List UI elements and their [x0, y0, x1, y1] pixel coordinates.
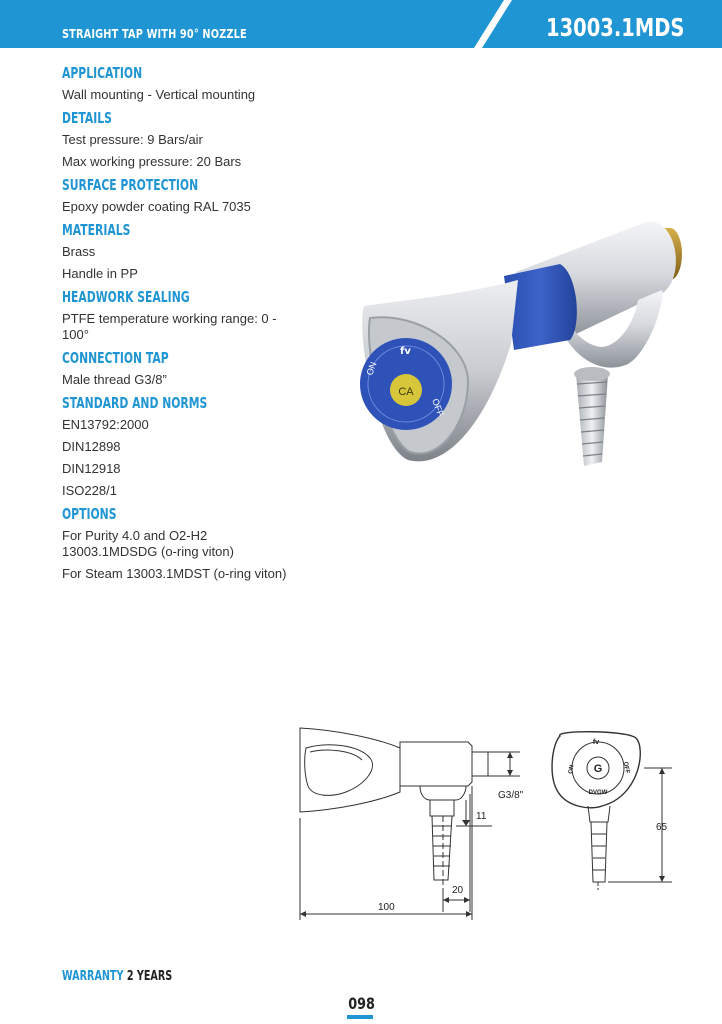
- spec-section: [62, 176, 302, 215]
- dim-100: 100: [378, 902, 395, 913]
- product-image: [346, 214, 686, 476]
- warranty-note: [62, 969, 172, 984]
- section-line: DIN12898: [62, 439, 121, 454]
- spec-list: [62, 64, 302, 588]
- spec-section: [62, 505, 302, 582]
- product-title: STRAIGHT TAP WITH 90° NOZZLE: [62, 26, 247, 41]
- header-bar: [0, 0, 722, 48]
- front-gas-label: DVGW: [588, 790, 608, 796]
- section-title: SURFACE PROTECTION: [62, 176, 199, 194]
- section-line: DIN12918: [62, 461, 121, 476]
- brand-mark: fv: [400, 346, 411, 357]
- page-number: 098: [348, 994, 375, 1013]
- section-line: Max working pressure: 20 Bars: [62, 154, 242, 169]
- spec-section: [62, 109, 302, 170]
- warranty-value: 2 YEARS: [126, 969, 173, 984]
- technical-drawing: [296, 722, 676, 928]
- section-line: Wall mounting - Vertical mounting: [62, 87, 256, 102]
- section-title: STANDARD AND NORMS: [62, 394, 208, 412]
- spec-section: [62, 64, 302, 103]
- product-code: 13003.1MDS: [546, 13, 685, 42]
- front-brand: fv: [592, 739, 600, 746]
- section-title: CONNECTION TAP: [62, 349, 169, 367]
- spec-section: [62, 221, 302, 282]
- warranty-label: WARRANTY: [62, 969, 124, 984]
- off-label: OFF: [430, 397, 446, 418]
- section-line: Male thread G3/8”: [62, 372, 167, 387]
- page-number-underline: [347, 1015, 373, 1019]
- section-title: DETAILS: [62, 109, 112, 127]
- section-title: OPTIONS: [62, 505, 117, 523]
- spec-section: [62, 394, 302, 499]
- spec-section: [62, 349, 302, 388]
- section-line: ISO228/1: [62, 483, 117, 498]
- dim-thread: G3/8": [498, 790, 524, 801]
- front-gas-letter: G: [593, 763, 603, 775]
- section-line: For Purity 4.0 and O2-H2 13003.1MDSDG (o-ring viton): [62, 528, 234, 559]
- spec-section: [62, 288, 302, 343]
- section-line: For Steam 13003.1MDST (o-ring viton): [62, 566, 287, 581]
- side-view: [300, 728, 488, 890]
- section-line: PTFE temperature working range: 0 - 100°: [62, 311, 277, 342]
- front-view: [552, 732, 640, 890]
- hose-nozzle: [574, 367, 610, 466]
- front-on-label: ON: [568, 764, 576, 775]
- on-label: ON: [364, 360, 379, 377]
- section-line: EN13792:2000: [62, 417, 149, 432]
- dim-65: 65: [656, 822, 668, 833]
- section-title: HEADWORK SEALING: [62, 288, 190, 306]
- header-divider: [456, 0, 528, 48]
- section-line: Brass: [62, 244, 96, 259]
- dim-11: 11: [476, 811, 487, 822]
- section-title: APPLICATION: [62, 64, 143, 82]
- section-line: Handle in PP: [62, 266, 138, 281]
- section-title: MATERIALS: [62, 221, 131, 239]
- section-line: Test pressure: 9 Bars/air: [62, 132, 203, 147]
- dim-20: 20: [452, 885, 464, 896]
- section-line: Epoxy powder coating RAL 7035: [62, 199, 251, 214]
- front-off-label: OFF: [622, 761, 631, 775]
- knob-label: CA: [398, 386, 414, 398]
